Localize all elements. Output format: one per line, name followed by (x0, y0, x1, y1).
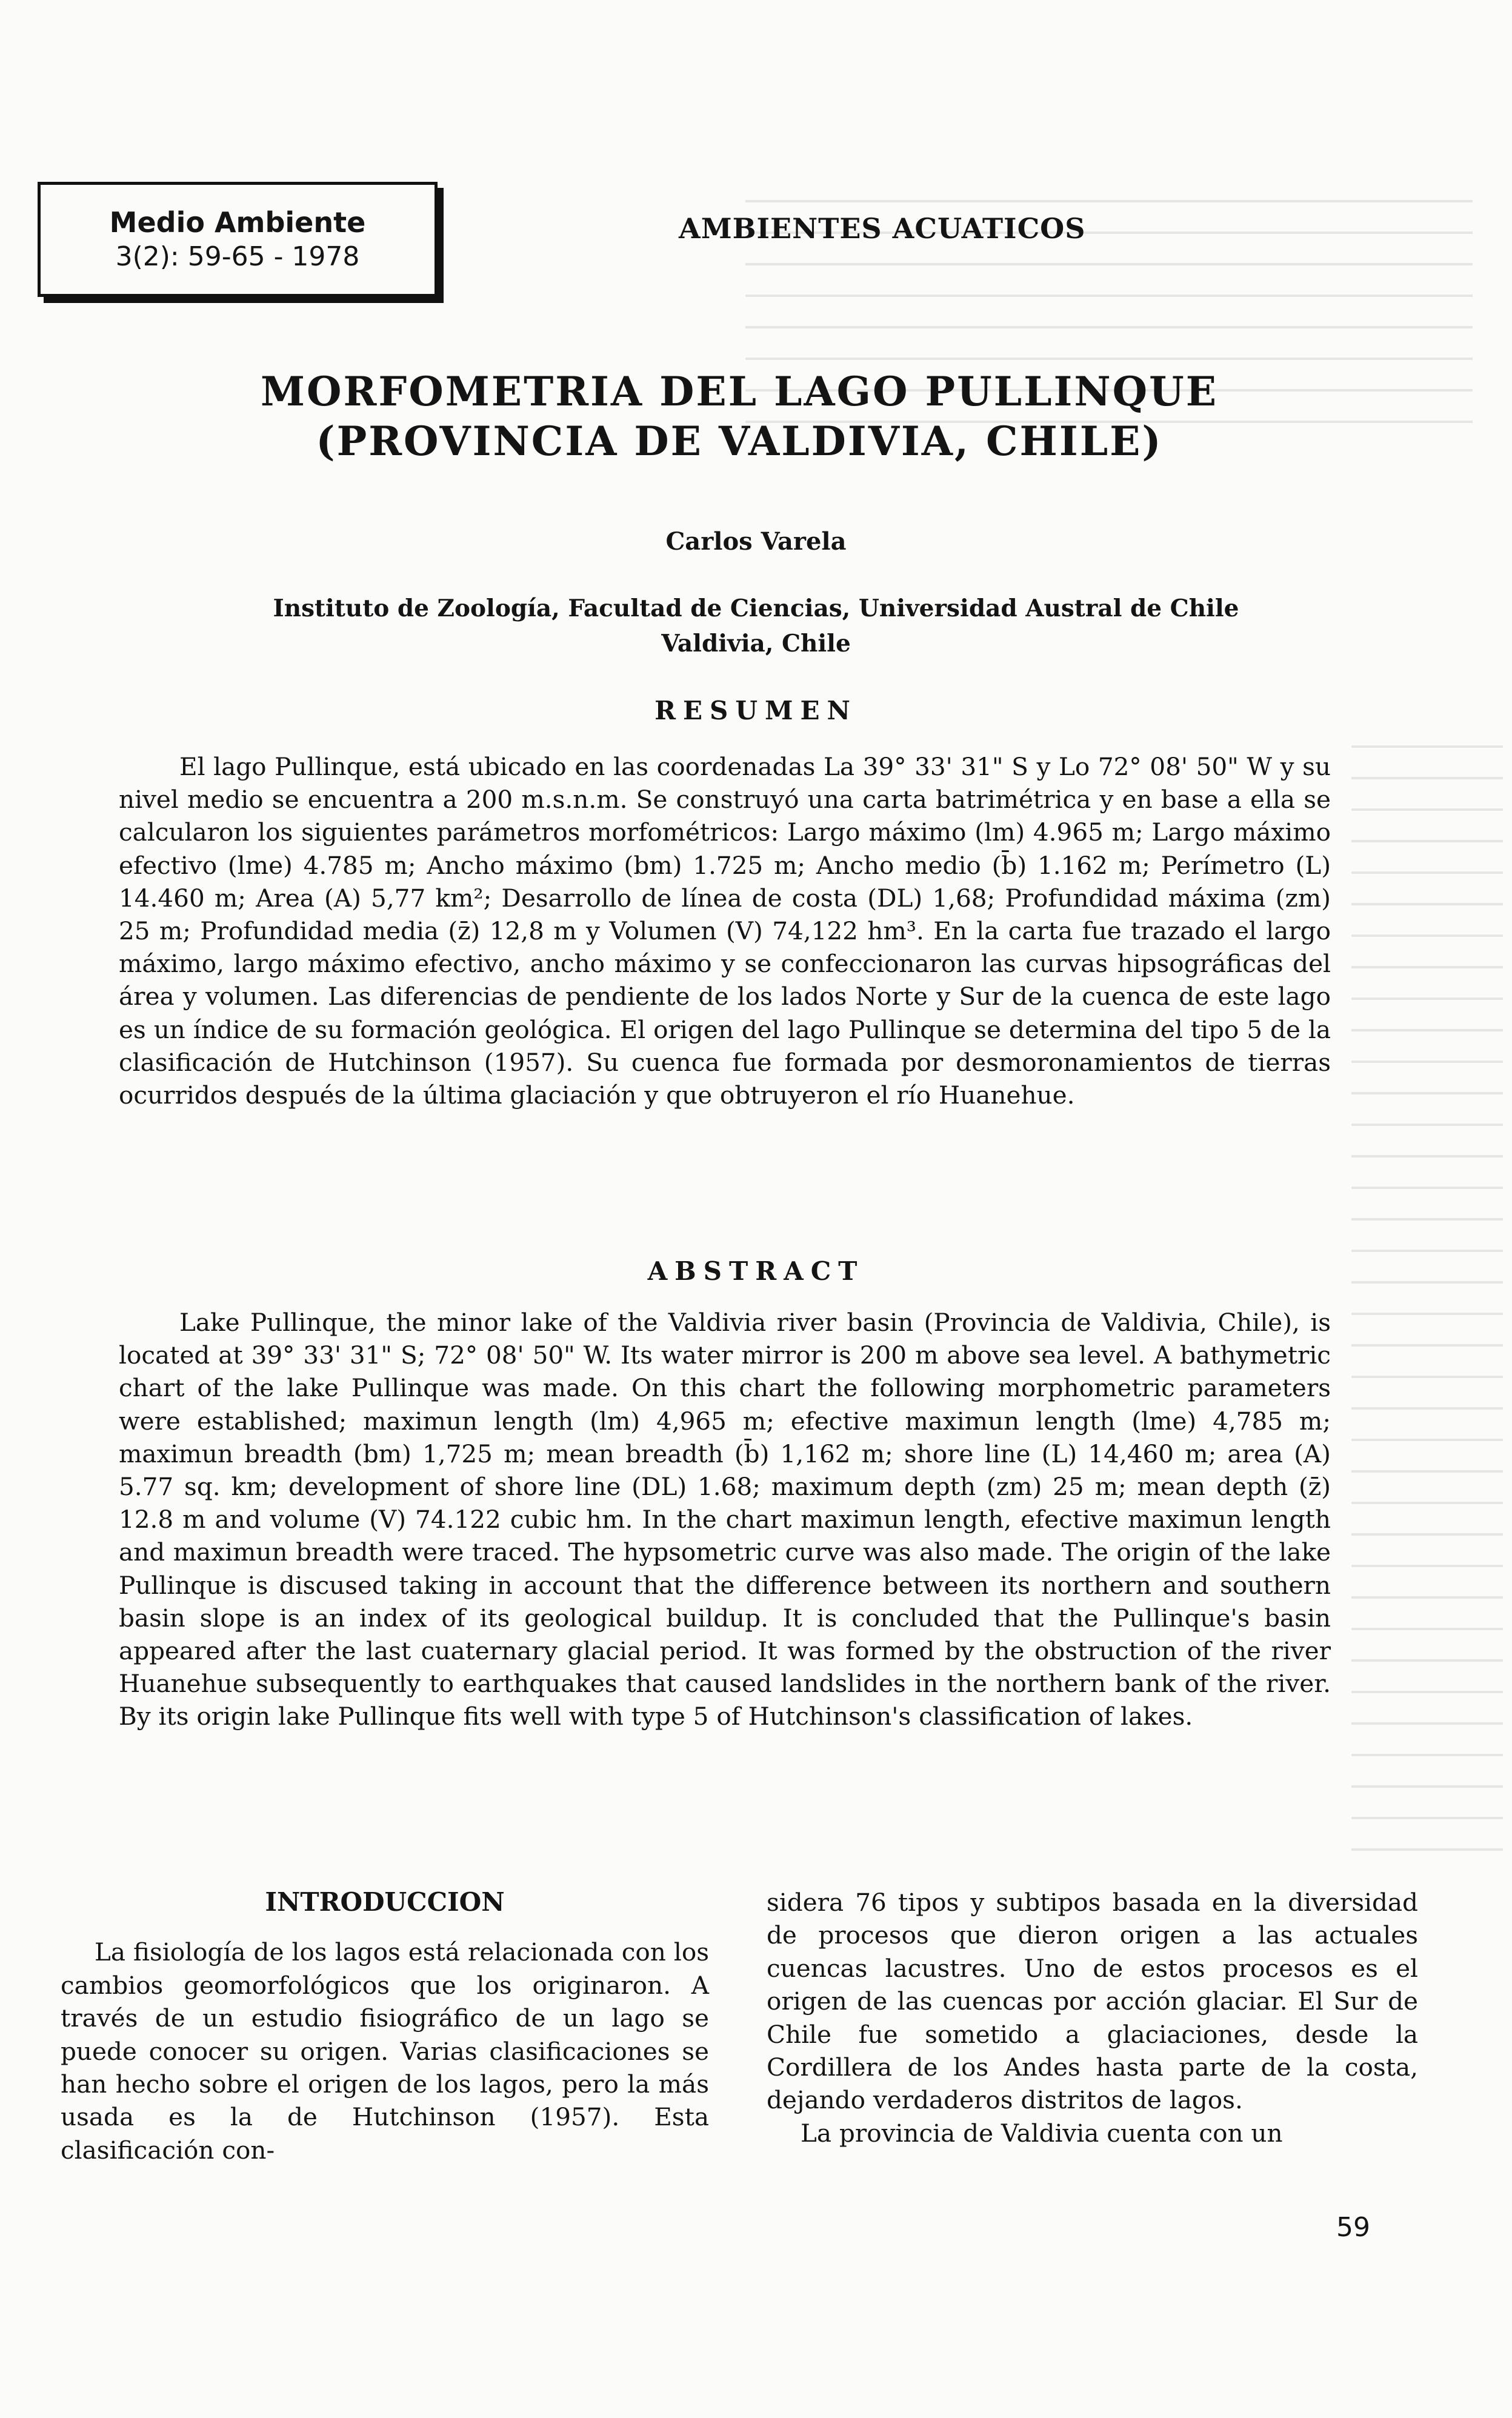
intro-paragraph-1: La fisiología de los lagos está relacionada con los cambios geomorfológicos que los originaron. A través de un estudio fisiográfico de un lago se puede conocer su origen. Varias clasificaciones se han hecho sobre el origen de los lagos, pero la más usada es la de Hutchinson (1957). Esta clasificación con- (61, 1937, 709, 2165)
paper-title: MORFOMETRIA DEL LAGO PULLINQUE (PROVINCIA DE VALDIVIA, CHILE) (260, 368, 1219, 465)
author-name: Carlos Varela (665, 527, 847, 556)
section-heading: AMBIENTES ACUATICOS (679, 212, 1086, 245)
abstract-text: Lake Pullinque, the minor lake of the Valdivia river basin (Provincia de Valdivia, Chile), is located at 39° 33' 31" S; 72° 08' 50" W. Its water mirror is 200 m above sea level. A bathymetric chart of the lake Pullinque was made. On this chart the following morphometric parameters were established; maximun length (lm) 4,965 m; efective maximun length (lme) 4,785 m; maximun breadth (bm) 1,725 m; mean breadth (b̄) 1,162 m; shore line (L) 14,460 m; area (A) 5.77 sq. km; development of shore line (DL) 1.68; maximum depth (zm) 25 m; mean depth (z̄) 12.8 m and volume (V) 74.122 cubic hm. In the chart maximun length, efective maximun length and maximun breadth were traced. The hypsometric curve was also made. The origin of the lake Pullinque is discused taking in account that the difference between its northern and southern basin slope is an index of its geological buildup. It is concluded that the Pullinque's basin appeared after the last cuaternary glacial period. It was formed by the obstruction of the river Huanehue subsequently to earthquakes that caused landslides in the northern bank of the river. By its origin lake Pullinque fits well with type 5 of Hutchinson's classification of lakes. (119, 1308, 1331, 1731)
journal-name: Medio Ambiente (109, 206, 366, 239)
intro-left-column (61, 1886, 709, 2167)
journal-citation-box (38, 182, 438, 297)
abstract-heading: ABSTRACT (647, 1256, 865, 1286)
intro-right-column (767, 1886, 1418, 2150)
intro-paragraph-1-cont: sidera 76 tipos y subtipos basada en la diversidad de procesos que dieron origen a las actuales cuencas lacustres. Uno de estos procesos es el origen de las cuencas por acción glaciar. El Sur de Chile fue sometido a glaciaciones, desde la Cordillera de los Andes hasta parte de la costa, dejando verdaderos distritos de lagos. (767, 1888, 1418, 2115)
resumen-text: El lago Pullinque, está ubicado en las coordenadas La 39° 33' 31" S y Lo 72° 08' 50" W y su nivel medio se encuentra a 200 m.s.n.m. Se construyó una carta batrimétrica y en base a ella se calcularon los siguientes parámetros morfométricos: Largo máximo (lm) 4.965 m; Largo máximo efectivo (lme) 4.785 m; Ancho máximo (bm) 1.725 m; Ancho medio (b̄) 1.162 m; Perímetro (L) 14.460 m; Area (A) 5,77 km²; Desarrollo de línea de costa (DL) 1,68; Profundidad máxima (zm) 25 m; Profundidad media (z̄) 12,8 m y Volumen (V) 74,122 hm³. En la carta fue trazado el largo máximo, largo máximo efectivo, ancho máximo y se confeccionaron las curvas hipsográficas del área y volumen. Las diferencias de pendiente de los lados Norte y Sur de la cuenca de este lago es un índice de su formación geológica. El origen del lago Pullinque se determina del tipo 5 de la clasificación de Hutchinson (1957). Su cuenca fue formada por desmoronamientos de tierras ocurridos después de la última glaciación y que obtruyeron el río Huanehue. (119, 752, 1331, 1110)
intro-paragraph-2: La provincia de Valdivia cuenta con un (801, 2118, 1283, 2148)
journal-volume: 3(2): 59-65 - 1978 (115, 241, 360, 272)
introduccion-heading: INTRODUCCION (265, 1887, 505, 1917)
resumen-heading: RESUMEN (654, 696, 858, 725)
affiliation-line-1: Instituto de Zoología, Facultad de Ciencias, Universidad Austral de Chile (273, 595, 1239, 622)
affiliation-line-2: Valdivia, Chile (661, 630, 851, 658)
page-number: 59 (1336, 2212, 1370, 2243)
bleed-through-shadow (1351, 727, 1503, 1879)
affiliation (121, 591, 1391, 661)
